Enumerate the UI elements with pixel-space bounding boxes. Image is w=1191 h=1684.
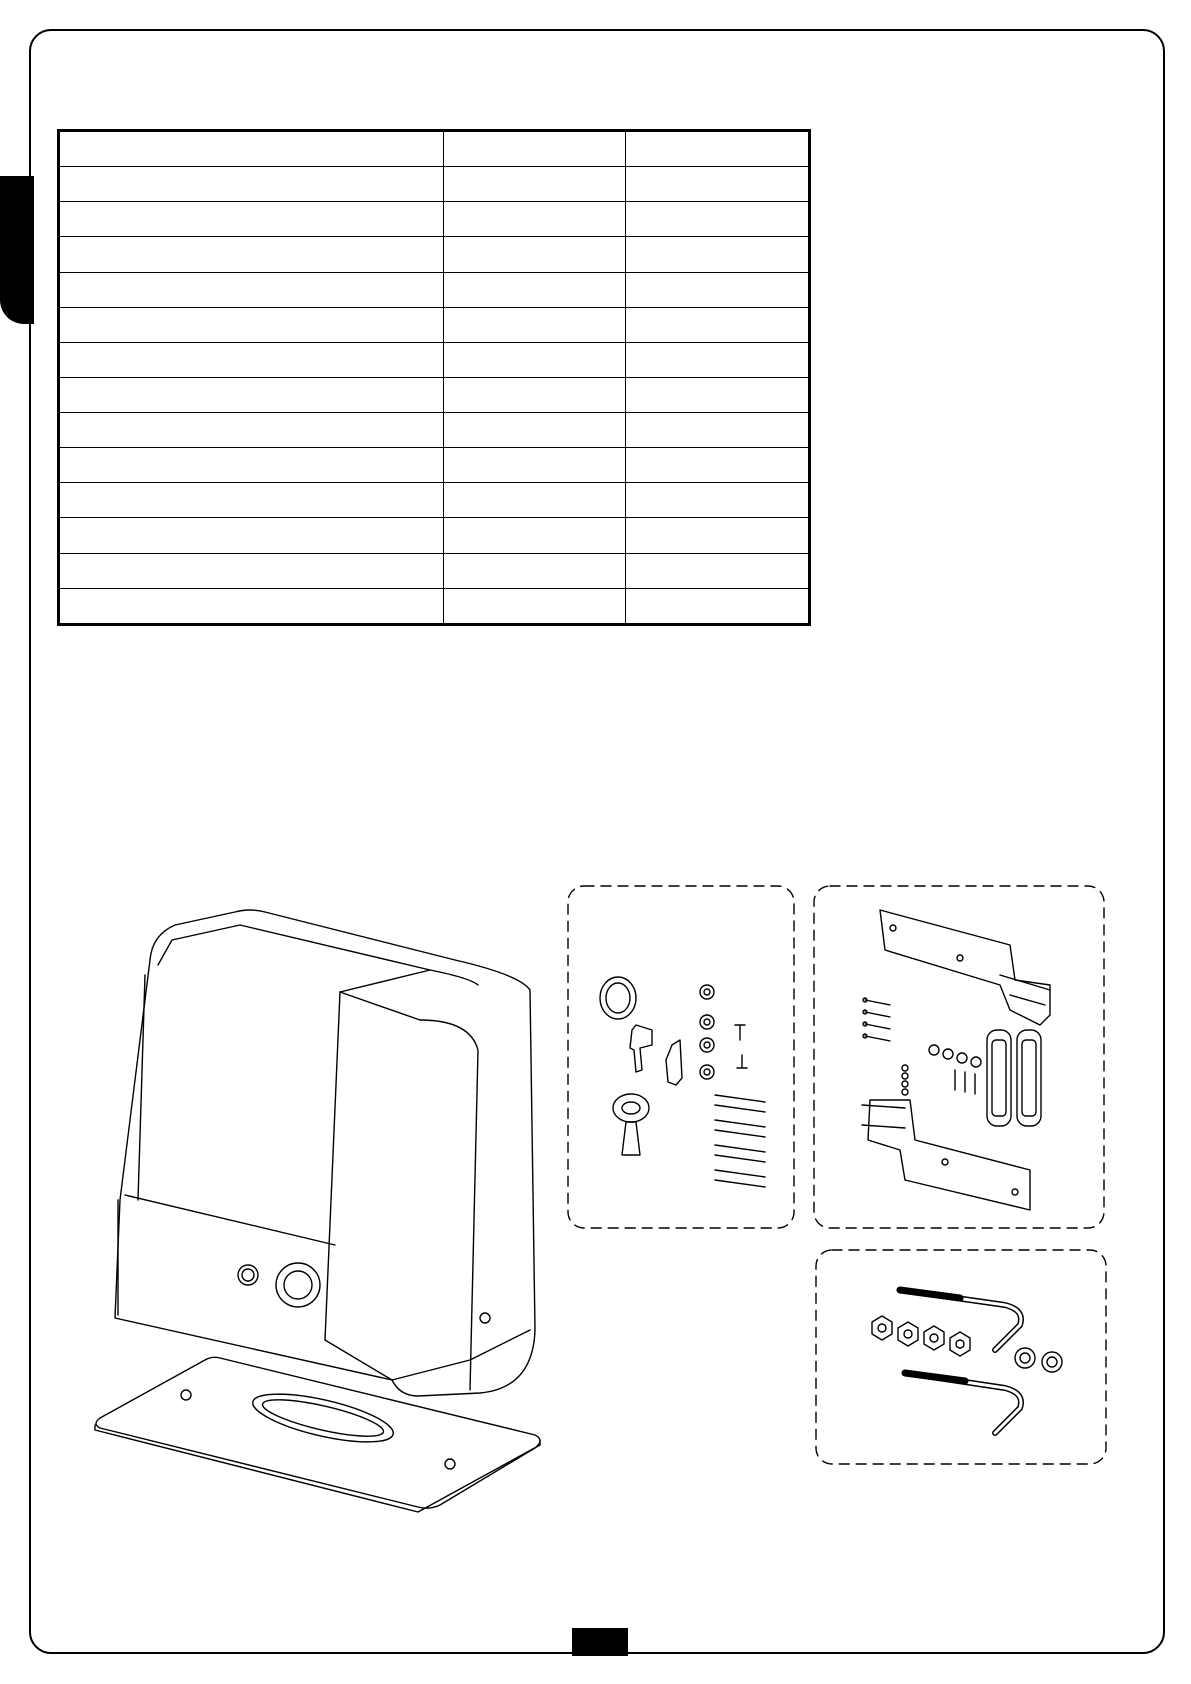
anchor-bolt-kit-icon <box>816 1250 1106 1464</box>
sliding-gate-motor-icon <box>115 910 535 1396</box>
accessory-kit-icon <box>568 886 794 1228</box>
limit-switch-bracket-kit-icon <box>814 886 1104 1228</box>
base-plate-icon <box>95 1357 540 1512</box>
page-number <box>572 1628 628 1656</box>
